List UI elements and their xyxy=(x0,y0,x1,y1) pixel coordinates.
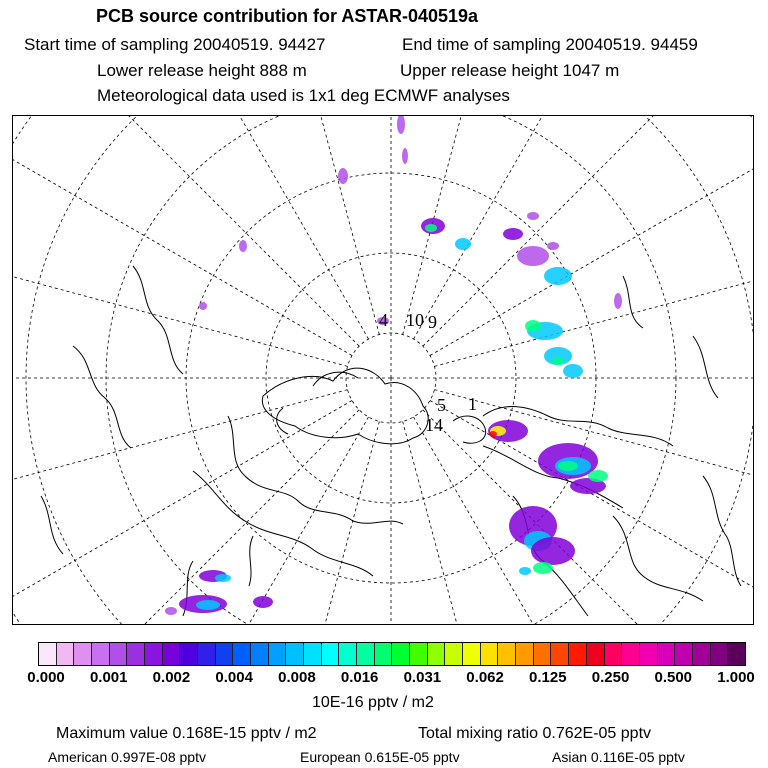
plume-blob xyxy=(519,567,531,575)
colorbar-segment xyxy=(198,643,216,665)
meridian-line xyxy=(430,116,753,356)
plume-blob xyxy=(558,461,578,471)
meridian-line xyxy=(423,410,753,624)
end-time-text: End time of sampling 20040519. 94459 xyxy=(402,35,698,54)
plume-blob xyxy=(588,470,608,482)
colorbar-segment xyxy=(357,643,375,665)
colorbar-segment xyxy=(57,643,75,665)
colorbar-tick-label: 0.016 xyxy=(340,669,379,686)
latitude-circle xyxy=(13,116,753,624)
colorbar-segment xyxy=(693,643,711,665)
colorbar-tick-label: 1.000 xyxy=(717,669,755,686)
plume-blob xyxy=(165,607,177,615)
colorbar-segment xyxy=(675,643,693,665)
colorbar-segment xyxy=(163,643,181,665)
meridian-line xyxy=(13,145,348,366)
colorbar-segment xyxy=(145,643,163,665)
colorbar-segment xyxy=(392,643,410,665)
meridian-line xyxy=(414,116,754,339)
colorbar-segment xyxy=(498,643,516,665)
colorbar-segment xyxy=(658,643,676,665)
colorbar-segment xyxy=(428,643,446,665)
meridian-line xyxy=(13,417,369,624)
colorbar-segment xyxy=(339,643,357,665)
meridian-line xyxy=(430,401,753,625)
colorbar-tick-label: 0.000 xyxy=(27,669,65,686)
pcb-plume-field xyxy=(165,116,622,615)
plume-blob xyxy=(531,537,575,565)
colorbar-segment xyxy=(110,643,128,665)
trajectory-label: 4 xyxy=(379,310,388,330)
met-data-text: Meteorological data used is 1x1 deg ECMWF analyses xyxy=(97,86,510,105)
plume-blob xyxy=(253,596,273,608)
plume-blob xyxy=(239,240,247,252)
trajectory-label: 1 xyxy=(468,394,477,414)
colorbar-legend xyxy=(38,642,746,666)
lat-lon-grid xyxy=(13,116,753,624)
plume-blob xyxy=(397,116,405,134)
start-time-text: Start time of sampling 20040519. 94427 xyxy=(24,35,326,54)
trajectory-label: 9 xyxy=(428,312,437,332)
american-contribution-text: American 0.997E-08 pptv xyxy=(48,749,206,765)
lower-height-text: Lower release height 888 m xyxy=(97,61,307,80)
colorbar-segment xyxy=(304,643,322,665)
plume-blob xyxy=(196,600,220,610)
colorbar-tick-label: 0.062 xyxy=(466,669,504,686)
plume-blob xyxy=(563,364,583,378)
total-mixing-ratio-text: Total mixing ratio 0.762E-05 pptv xyxy=(418,725,652,742)
colorbar-segment xyxy=(728,643,745,665)
colorbar-segment xyxy=(569,643,587,665)
maximum-value-text: Maximum value 0.168E-15 pptv / m2 xyxy=(56,725,317,742)
colorbar-segment xyxy=(551,643,569,665)
colorbar-segment xyxy=(587,643,605,665)
plume-blob xyxy=(614,293,622,309)
colorbar-tick-label: 0.002 xyxy=(152,669,191,686)
plume-blob xyxy=(425,224,437,232)
plume-blob xyxy=(199,302,207,310)
colorbar-segment xyxy=(39,643,57,665)
meridian-line xyxy=(158,421,379,624)
colorbar-tick-label: 0.500 xyxy=(654,669,693,686)
plume-blob xyxy=(525,320,541,332)
meridian-line xyxy=(13,410,359,624)
upper-height-text: Upper release height 1047 m xyxy=(400,61,620,80)
plume-blob xyxy=(489,431,497,437)
plume-blob xyxy=(455,238,471,250)
colorbar-segment xyxy=(251,643,269,665)
colorbar-segment xyxy=(216,643,234,665)
colorbar-segment xyxy=(534,643,552,665)
colorbar-segment xyxy=(269,643,287,665)
colorbar-segment xyxy=(286,643,304,665)
plume-blob xyxy=(215,574,231,582)
colorbar-segment xyxy=(711,643,729,665)
plume-blob xyxy=(517,246,549,266)
meridian-line xyxy=(13,116,359,346)
colorbar-segment xyxy=(445,643,463,665)
latitude-circle xyxy=(26,116,753,624)
colorbar-segment xyxy=(92,643,110,665)
colorbar-tick-label: 0.008 xyxy=(278,669,316,686)
trajectory-label: 10 xyxy=(406,310,424,330)
colorbar-tick-label: 0.031 xyxy=(403,669,442,686)
plume-blob xyxy=(338,168,348,184)
trajectory-label: 14 xyxy=(425,415,443,435)
plume-blob xyxy=(533,562,553,574)
colorbar-segment xyxy=(605,643,623,665)
meridian-line xyxy=(158,116,379,335)
colorbar-segment xyxy=(74,643,92,665)
colorbar-segment xyxy=(640,643,658,665)
polar-map xyxy=(12,115,754,625)
colorbar-segment xyxy=(516,643,534,665)
plume-blob xyxy=(503,228,523,240)
meridian-line xyxy=(13,116,352,356)
colorbar-tick-label: 0.250 xyxy=(591,669,630,686)
asian-contribution-text: Asian 0.116E-05 pptv xyxy=(552,749,685,765)
colorbar-segment xyxy=(481,643,499,665)
colorbar-segment xyxy=(410,643,428,665)
colorbar-segment xyxy=(233,643,251,665)
plume-blob xyxy=(527,212,539,220)
colorbar-segment xyxy=(127,643,145,665)
colorbar-tick-label: 0.001 xyxy=(89,669,128,686)
plume-blob xyxy=(544,267,572,285)
meridian-line xyxy=(13,116,369,339)
plume-blob xyxy=(552,357,564,365)
european-contribution-text: European 0.615E-05 pptv xyxy=(300,749,460,765)
colorbar-tick-label: 0.125 xyxy=(529,669,567,686)
latitude-circle xyxy=(13,116,753,624)
colorbar-segment xyxy=(463,643,481,665)
meridian-line xyxy=(423,116,753,346)
colorbar-tick-label: 0.004 xyxy=(215,669,253,686)
colorbar-segment xyxy=(622,643,640,665)
trajectory-label: 5 xyxy=(437,395,446,415)
map-title: PCB source contribution for ASTAR-040519a xyxy=(96,6,479,26)
plume-blob xyxy=(547,242,559,250)
colorbar-segment xyxy=(375,643,393,665)
plume-blob xyxy=(402,148,408,164)
colorbar-segment xyxy=(180,643,198,665)
colorbar-segment xyxy=(322,643,340,665)
colorbar-unit: 10E-16 pptv / m2 xyxy=(312,694,434,711)
map-canvas xyxy=(13,116,753,624)
